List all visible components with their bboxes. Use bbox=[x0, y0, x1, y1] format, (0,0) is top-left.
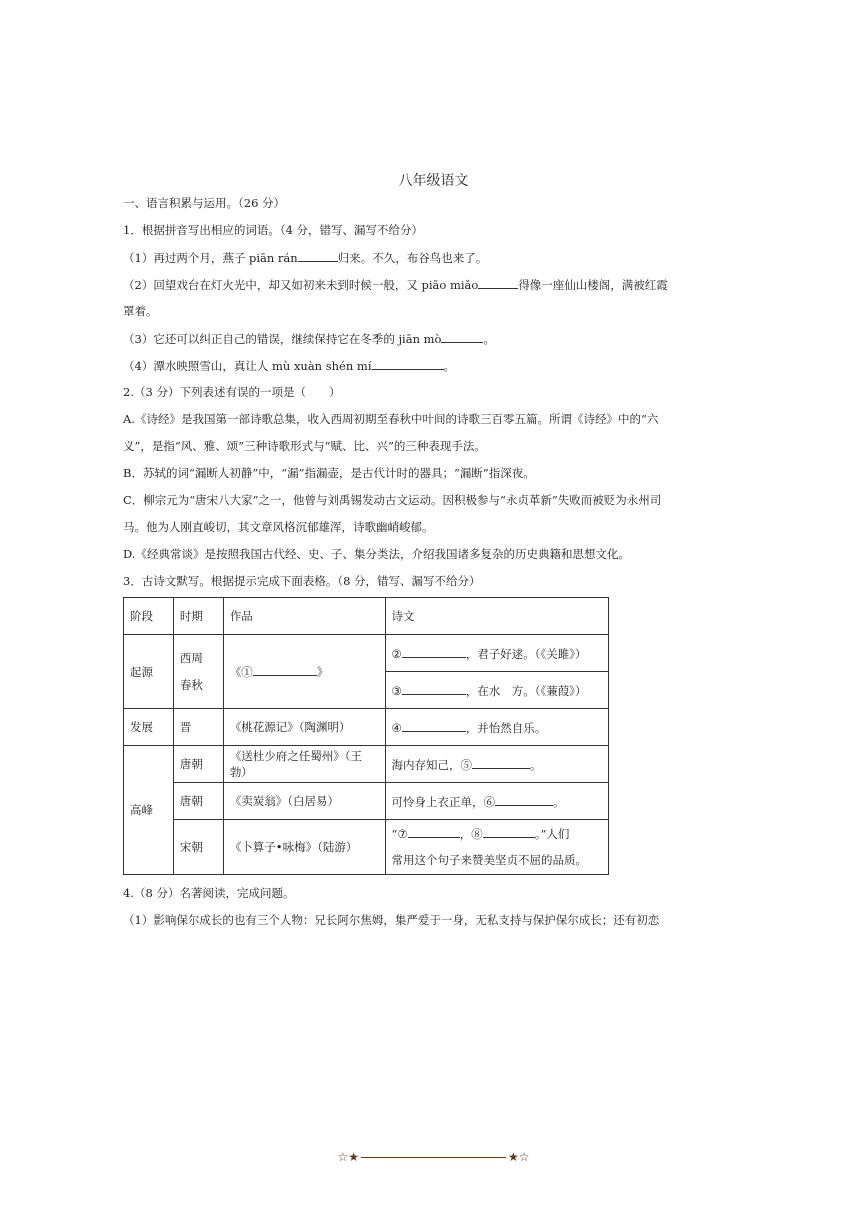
question-4-part-1: （1）影响保尔成长的也有三个人物：兄长阿尔焦姆，集严爱于一身，无私支持与保护保尔成长；还有初恋 bbox=[123, 913, 660, 927]
table-row bbox=[124, 709, 609, 746]
poem-text: 。”人们 bbox=[534, 827, 570, 841]
item-text: （2）回望戏台在灯火光中，却又如初来未到时候一般，又 piāo miǎo bbox=[123, 278, 479, 292]
stage-cell: 发展 bbox=[124, 709, 174, 746]
answer-blank[interactable] bbox=[298, 249, 338, 262]
table-header-row bbox=[124, 598, 609, 635]
answer-blank[interactable] bbox=[472, 756, 530, 769]
poem-text: ③ bbox=[391, 683, 402, 698]
stage-cell: 起源 bbox=[124, 635, 174, 709]
header-cell: 作品 bbox=[223, 598, 385, 635]
header-cell: 诗文 bbox=[385, 598, 609, 635]
table-row bbox=[124, 635, 609, 672]
option-a-line-2: 义”，是指“风、雅、颂”三种诗歌形式与“赋、比、兴”的三种表现手法。 bbox=[123, 439, 486, 453]
answer-blank[interactable] bbox=[478, 276, 518, 289]
poem-text: ② bbox=[391, 646, 402, 661]
poem-cell bbox=[385, 709, 609, 746]
option-c-line-1: C．柳宗元为“唐宋八大家”之一，他曾与刘禹锡发动古文运动。因积极参与“永贞革新”失败而被贬为永州司 bbox=[123, 493, 662, 507]
stage-cell: 高峰 bbox=[124, 746, 174, 875]
poem-text: 常用这个句子来赞美坚贞不屈的品质。 bbox=[391, 853, 587, 867]
poem-text: “⑦ bbox=[391, 827, 408, 841]
table-row bbox=[124, 820, 609, 875]
footer-divider bbox=[361, 1157, 506, 1158]
answer-blank[interactable] bbox=[483, 825, 535, 838]
poem-text: 可怜身上衣正单，⑥ bbox=[391, 794, 495, 809]
work-cell: 《卖炭翁》（白居易） bbox=[223, 783, 385, 820]
poem-cell bbox=[385, 635, 609, 672]
poem-text: ，在水 方。（《蒹葭》） bbox=[465, 683, 587, 698]
period-cell: 晋 bbox=[173, 709, 223, 746]
table-row bbox=[124, 746, 609, 783]
option-c-line-2: 马。他为人刚直峻切，其文章风格沉郁雄浑，诗歌幽峭峻郁。 bbox=[123, 520, 434, 534]
work-text: 》 bbox=[316, 665, 329, 679]
poem-text: 海内存知己，⑤ bbox=[391, 757, 472, 772]
item-text: 。 bbox=[443, 359, 456, 373]
poem-text: 。 bbox=[553, 794, 565, 809]
work-cell: 《桃花源记》（陶渊明） bbox=[223, 709, 385, 746]
period-cell: 宋朝 bbox=[173, 820, 223, 875]
answer-blank[interactable] bbox=[402, 645, 466, 658]
period-cell: 唐朝 bbox=[173, 746, 223, 783]
page-title: 八年级语文 bbox=[398, 173, 469, 189]
poem-cell bbox=[385, 672, 609, 709]
question-2-stem: 2.（3 分）下列表述有误的一项是（ ） bbox=[123, 385, 341, 399]
question-1-item-2-cont: 罩着。 bbox=[123, 304, 158, 318]
answer-blank[interactable] bbox=[441, 330, 483, 343]
option-d: D.《经典常谈》是按照我国古代经、史、子、集分类法，介绍我国诸多复杂的历史典籍和思想文化。 bbox=[123, 547, 630, 561]
answer-blank[interactable] bbox=[372, 357, 444, 370]
work-cell bbox=[223, 635, 385, 709]
header-cell: 阶段 bbox=[124, 598, 174, 635]
period-cell bbox=[173, 635, 223, 709]
item-text: 。 bbox=[483, 332, 495, 346]
section-heading: 一、语言积累与运用。（26 分） bbox=[123, 196, 286, 210]
poem-text: 。 bbox=[530, 757, 542, 772]
question-1-item-4 bbox=[123, 357, 723, 374]
period-cell: 唐朝 bbox=[173, 783, 223, 820]
option-b: B．苏轼的词“漏断人初静”中，“漏”指漏壶，是古代计时的器具；“漏断”指深夜。 bbox=[123, 466, 535, 480]
item-text: （1）再过两个月，燕子 piān rán bbox=[123, 251, 298, 265]
question-4-stem: 4.（8 分）名著阅读，完成问题。 bbox=[123, 886, 295, 900]
star-icon: ★☆ bbox=[508, 1150, 530, 1164]
item-text: 归来。不久，布谷鸟也来了。 bbox=[337, 251, 488, 265]
poem-text: ，并怡然自乐。 bbox=[465, 720, 547, 735]
poetry-table bbox=[123, 597, 609, 875]
period-text: 西周 bbox=[179, 650, 203, 665]
question-3-stem: 3．古诗文默写。根据提示完成下面表格。（8 分，错写、漏写不给分） bbox=[123, 574, 481, 588]
page-footer bbox=[0, 1150, 867, 1164]
poem-cell bbox=[385, 783, 609, 820]
answer-blank[interactable] bbox=[253, 663, 317, 676]
question-1-item-3 bbox=[123, 330, 723, 347]
question-1-item-2 bbox=[123, 276, 723, 293]
poem-text: ，君子好逑。（《关雎》） bbox=[465, 646, 587, 661]
table-row bbox=[124, 783, 609, 820]
poem-text: ④ bbox=[391, 720, 402, 735]
poem-text: ，⑧ bbox=[459, 827, 483, 841]
answer-blank[interactable] bbox=[402, 719, 466, 732]
star-icon: ☆★ bbox=[337, 1150, 359, 1164]
question-1-stem: 1．根据拼音写出相应的词语。（4 分，错写、漏写不给分） bbox=[123, 223, 424, 237]
item-text: 得像一座仙山楼阁，满被红霞 bbox=[518, 278, 668, 292]
work-text: 《① bbox=[229, 665, 253, 679]
item-text: （3）它还可以纠正自己的错误，继续保持它在冬季的 jiān mò bbox=[123, 332, 442, 346]
work-cell: 《送杜少府之任蜀州》（王勃） bbox=[223, 746, 385, 783]
item-text: （4）潭水映照雪山，真让人 mù xuàn shén mí bbox=[123, 359, 372, 373]
question-1-item-1 bbox=[123, 249, 723, 266]
work-cell: 《卜算子•咏梅》（陆游） bbox=[223, 820, 385, 875]
poem-cell bbox=[385, 746, 609, 783]
option-a-line-1: A.《诗经》是我国第一部诗歌总集，收入西周初期至春秋中叶间的诗歌三百零五篇。所谓《诗经》中的“六 bbox=[123, 412, 659, 426]
answer-blank[interactable] bbox=[495, 793, 553, 806]
header-cell: 时期 bbox=[173, 598, 223, 635]
period-text: 春秋 bbox=[179, 677, 203, 692]
poem-cell bbox=[385, 820, 609, 875]
answer-blank[interactable] bbox=[408, 825, 460, 838]
answer-blank[interactable] bbox=[402, 682, 466, 695]
